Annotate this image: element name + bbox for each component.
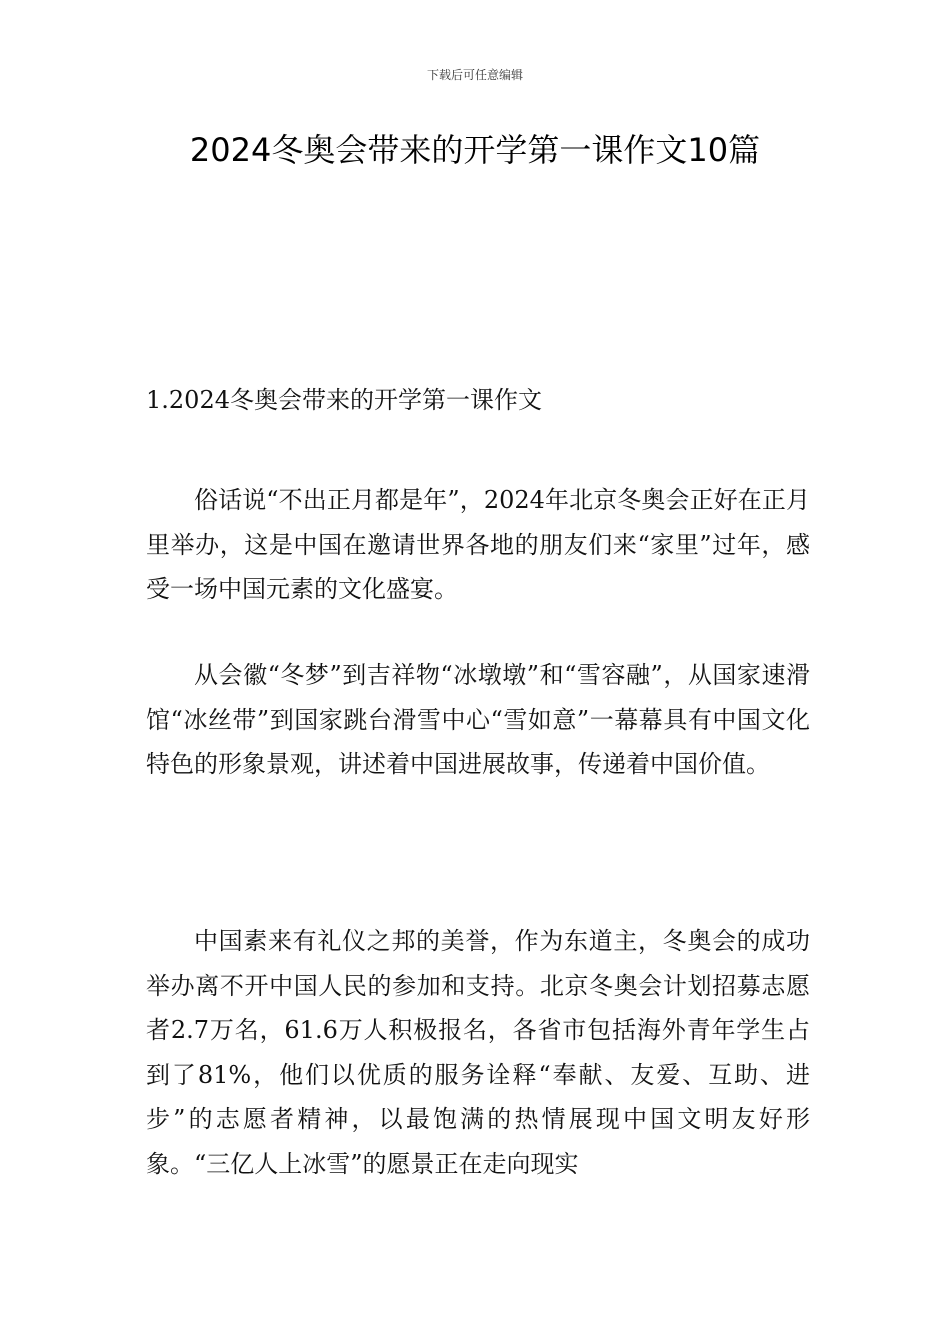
section-heading: 1.2024冬奥会带来的开学第一课作文 [146,386,542,414]
document-title: 2024冬奥会带来的开学第一课作文10篇 [189,131,761,169]
paragraph-2: 从会徽“冬梦”到吉祥物“冰墩墩”和“雪容融”，从国家速滑馆“冰丝带”到国家跳台滑雪中心“雪如意”一幕幕具有中国文化特色的形象景观，讲述着中国进展故事，传递着中国价值。 [146,661,810,778]
header-note: 下载后可任意编辑 [426,68,523,82]
paragraph-1: 俗话说“不出正月都是年”，2024年北京冬奥会正好在正月里举办，这是中国在邀请世界各地的朋友们来“家里”过年，感受一场中国元素的文化盛宴。 [146,486,810,603]
paragraph-3: 中国素来有礼仪之邦的美誉，作为东道主，冬奥会的成功举办离不开中国人民的参加和支持。北京冬奥会计划招募志愿者2.7万名，61.6万人积极报名，各省市包括海外青年学生占到了81%，他们以优质的服务诠释“奉献、友爱、互助、进步”的志愿者精神，以最饱满的热情展现中国文明友好形象。“三亿人上冰雪”的愿景正在走向现实 [146,927,810,1178]
